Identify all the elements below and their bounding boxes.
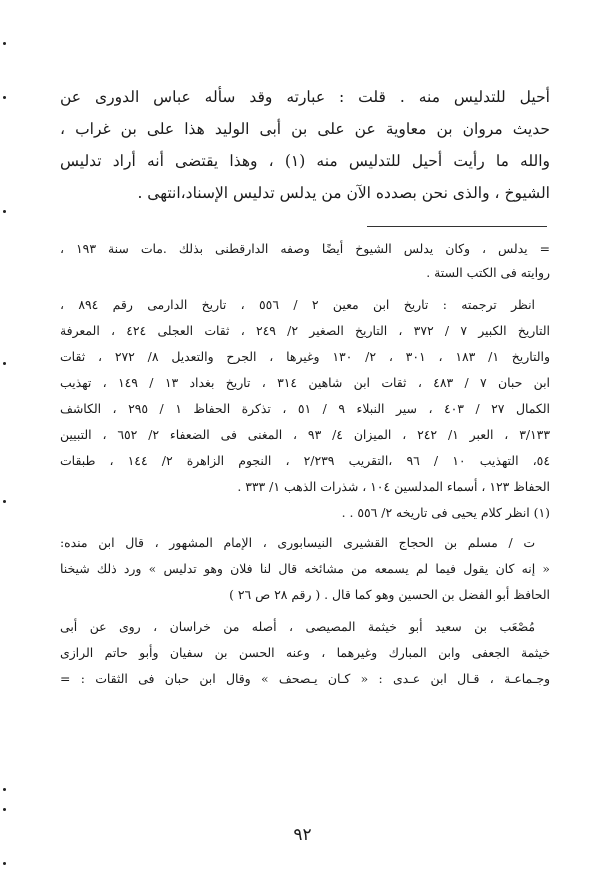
margin-mark: [3, 808, 6, 811]
footnote-line: الحفاظ ١٢٣ ، أسماء المدلسين ١٠٤ ، شذرات الذهب ١/ ٣٣٣ .: [237, 479, 550, 494]
footnote-line: خيثمة الجعفى وابن المبارك وغيرهما ، وعنه الحسن بن سفيان وأبو حاتم الرازى: [60, 645, 550, 660]
footnote-line: (١) انظر كلام يحيى فى تاريخه ٢/ ٥٥٦ . .: [341, 505, 550, 520]
footnote-separator: [367, 226, 547, 227]
margin-mark: [3, 500, 6, 503]
margin-mark: [3, 788, 6, 791]
margin-mark: [3, 96, 6, 99]
footnote-line: روايته فى الكتب الستة .: [426, 265, 550, 280]
main-text-line: أحيل للتدليس منه . قلت : عبارته وقد سأله عباس الدورى عن: [60, 88, 550, 106]
main-text-line: والله ما رأيت أحيل للتدليس منه (١) ، وهذا يقتضى أنه أراد تدليس: [60, 152, 550, 170]
footnote-line: التاريخ الكبير ٧ / ٣٧٢ ، التاريخ الصغير ٢/ ٢٤٩ ، ثقات العجلى ٤٢٤ ، المعرفة: [60, 323, 550, 338]
page-number: ٩٢: [293, 825, 312, 845]
footnote-line: ٥٤، التهذيب ١٠ / ٩٦ ،التقريب ٢/٢٣٩ ، النجوم الزاهرة ٢/ ١٤٤ ، طبقات: [60, 453, 550, 468]
footnote-line: مُصْعَب بن سعيد أبو خيثمة المصيصى ، أصله من خراسان ، روى عن أبى: [60, 619, 535, 634]
main-text-line: الشيوخ ، والذى نحن بصدده الآن من يدلس تدليس الإسناد،انتهى .: [137, 184, 550, 202]
footnote-line: انظر ترجمته : تاريخ ابن معين ٢ / ٥٥٦ ، تاريخ الدارمى رقم ٨٩٤ ،: [60, 297, 535, 312]
margin-mark: [3, 362, 6, 365]
margin-mark: [3, 862, 6, 865]
footnote-line: = يدلس ، وكان يدلس الشيوخ أيضًا وصفه الدارقطنى بذلك .مات سنة ١٩٣ ،: [60, 241, 550, 256]
main-text-line: حديث مروان بن معاوية عن على بن أبى الوليد هذا على بن غراب ،: [60, 120, 550, 138]
margin-mark: [3, 42, 6, 45]
footnote-line: ٣/١٣٣ ، العبر ١/ ٢٤٢ ، الميزان ٤/ ٩٣ ، المغنى فى الضعفاء ٢/ ٦٥٢ ، التبيين: [60, 427, 550, 442]
footnote-line: والتاريخ ١/ ١٨٣ ، ٣٠١ ، ٢/ ١٣٠ وغيرها ، الجرح والتعديل ٨/ ٢٧٢ ، ثقات: [60, 349, 550, 364]
margin-mark: [3, 210, 6, 213]
footnote-line: وجـماعـة ، قـال ابن عـدى : « كـان يـصحف » وقال ابن حبان فى الثقات : =: [60, 671, 550, 686]
footnote-line: الحافظ أبو الفضل بن الحسين وهو كما قال . ( رقم ٢٨ ص ٢٦ ): [229, 587, 550, 602]
footnote-line: ابن حبان ٧ / ٤٨٣ ، ثقات ابن شاهين ٣١٤ ، تاريخ بغداد ١٣ / ١٤٩ ، تهذيب: [60, 375, 550, 390]
footnote-line: « إنه كان يقول فيما لم يسمعه من مشائخه قال لنا فلان وهو تدليس » ورد ذلك شيخنا: [60, 561, 550, 576]
footnote-line: ت / مسلم بن الحجاج القشيرى النيسابورى ، الإمام المشهور ، قال ابن منده:: [60, 535, 535, 550]
footnote-line: الكمال ٢٧ / ٤٠٣ ، سير النبلاء ٩ / ٥١ ، تذكرة الحفاظ ١ / ٢٩٥ ، الكاشف: [60, 401, 550, 416]
